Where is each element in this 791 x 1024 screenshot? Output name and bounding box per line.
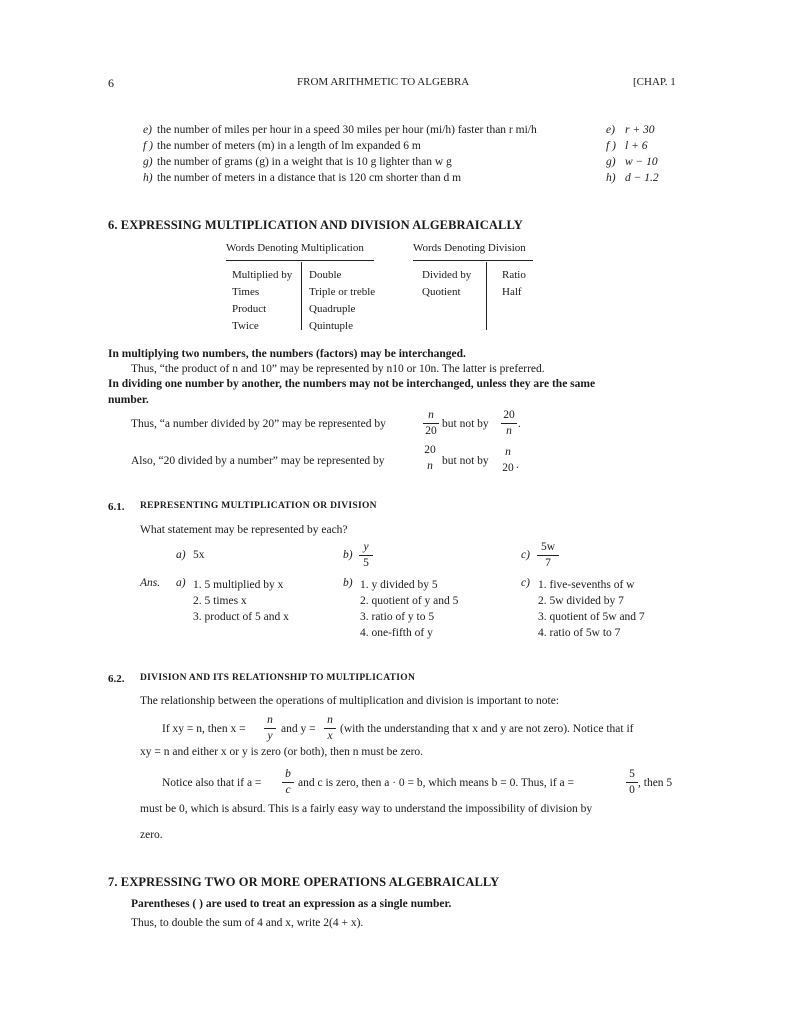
answer-label: g) xyxy=(606,156,616,168)
div-rule xyxy=(413,260,533,261)
fraction: 5 0 xyxy=(626,768,638,797)
section-7-example: Thus, to double the sum of 4 and x, write 2(4 + x). xyxy=(131,917,364,929)
rule-1-example: Thus, “the product of n and 10” may be represented by n10 or 10n. The latter is preferred. xyxy=(131,363,545,375)
example-1-mid: but not by xyxy=(442,418,489,430)
answer-c-label: c) xyxy=(521,577,530,589)
example-1-text: Thus, “a number divided by 20” may be represented by xyxy=(131,418,386,430)
answer-label: f ) xyxy=(606,140,616,152)
answer-label: h) xyxy=(606,172,616,184)
answer-a-list: 1. 5 multiplied by x 2. 5 times x 3. product of 5 and x xyxy=(193,579,289,623)
line-1a: If xy = n, then x = xyxy=(162,723,246,735)
answer: r + 30 xyxy=(625,124,655,136)
answer: l + 6 xyxy=(625,140,648,152)
line-1c: (with the understanding that x and y are not zero). Notice that if xyxy=(340,723,634,735)
line-1b: and y = xyxy=(281,723,316,735)
section-7-title: 7. EXPRESSING TWO OR MORE OPERATIONS ALGEBRAICALLY xyxy=(108,875,500,889)
answer: w − 10 xyxy=(625,156,658,168)
div-col2: Ratio Half xyxy=(502,269,526,298)
sub-6-2-number: 6.2. xyxy=(108,673,125,685)
rule-1: In multiplying two numbers, the numbers (factors) may be interchanged. xyxy=(108,348,466,360)
answer: d − 1.2 xyxy=(625,172,659,184)
rule-2-line-2: number. xyxy=(108,394,149,406)
sub-6-2-title: DIVISION AND ITS RELATIONSHIP TO MULTIPLICATION xyxy=(140,673,416,683)
example-2-mid: but not by xyxy=(442,455,489,467)
fraction: b c xyxy=(282,768,294,797)
fraction: 5w 7 xyxy=(537,541,559,570)
period: . xyxy=(518,418,521,430)
question: What statement may be represented by each? xyxy=(140,524,348,536)
answer-label: e) xyxy=(606,124,615,136)
running-title: FROM ARITHMETIC TO ALGEBRA xyxy=(297,76,470,88)
example-2-text: Also, “20 divided by a number” may be represented by xyxy=(131,455,385,467)
item-text: the number of meters in a distance that is 120 cm shorter than d m xyxy=(157,172,462,184)
fraction: n 20 xyxy=(423,409,439,438)
answer-label: Ans. xyxy=(140,577,161,589)
div-heading: Words Denoting Division xyxy=(413,242,526,254)
item-text: the number of meters (m) in a length of lm expanded 6 m xyxy=(157,140,421,152)
mult-col1: Multiplied by Times Product Twice xyxy=(232,269,293,332)
item-text: the number of miles per hour in a speed 30 miles per hour (mi/h) faster than r mi/h xyxy=(157,124,537,136)
sub-6-1-number: 6.1. xyxy=(108,501,125,513)
item-label: f ) xyxy=(143,140,153,152)
line-4: must be 0, which is absurd. This is a fairly easy way to understand the impossibility of division by xyxy=(140,803,593,815)
part-b-label: b) xyxy=(343,549,353,561)
item-label: e) xyxy=(143,124,152,136)
fraction: y 5 xyxy=(359,541,373,570)
section-7-rule: Parentheses ( ) are used to treat an expression as a single number. xyxy=(131,898,452,910)
line-3b: and c is zero, then a · 0 = b, which means b = 0. Thus, if a = xyxy=(298,777,575,789)
line-3c: , then 5 xyxy=(638,777,673,789)
rule-2-line-1: In dividing one number by another, the numbers may not be interchanged, unless they are the same xyxy=(108,378,596,390)
fraction: n 20 xyxy=(502,446,514,474)
intro: The relationship between the operations of multiplication and division is important to note: xyxy=(140,695,560,707)
answer-c-list: 1. five-sevenths of w 2. 5w divided by 7 3. quotient of 5w and 7 4. ratio of 5w to 7 xyxy=(538,579,645,639)
period: . xyxy=(516,459,519,471)
sub-6-1-title: REPRESENTING MULTIPLICATION OR DIVISION xyxy=(140,501,377,511)
line-2: xy = n and either x or y is zero (or both), then n must be zero. xyxy=(140,746,424,758)
fraction: 20 n xyxy=(501,409,517,438)
line-3a: Notice also that if a = xyxy=(162,777,262,789)
mult-divider xyxy=(301,262,302,330)
item-label: g) xyxy=(143,156,153,168)
mult-rule xyxy=(226,260,374,261)
line-5: zero. xyxy=(140,829,163,841)
mult-col2: Double Triple or treble Quadruple Quintuple xyxy=(309,269,376,332)
fraction: n x xyxy=(324,714,336,743)
part-a-label: a) xyxy=(176,549,186,561)
page-number: 6 xyxy=(108,76,114,90)
item-text: the number of grams (g) in a weight that is 10 g lighter than w g xyxy=(157,156,452,168)
part-a-expr: 5x xyxy=(193,549,205,561)
div-divider xyxy=(486,262,487,330)
mult-heading: Words Denoting Multiplication xyxy=(226,242,364,254)
fraction: n y xyxy=(264,714,276,743)
answer-b-label: b) xyxy=(343,577,353,589)
div-col1: Divided by Quotient xyxy=(422,269,472,298)
section-6-title: 6. EXPRESSING MULTIPLICATION AND DIVISION ALGEBRAICALLY xyxy=(108,218,523,232)
answer-a-label: a) xyxy=(176,577,186,589)
fraction: 20 n xyxy=(424,444,436,472)
answer-b-list: 1. y divided by 5 2. quotient of y and 5 3. ratio of y to 5 4. one-fifth of y xyxy=(360,579,459,639)
item-label: h) xyxy=(143,172,153,184)
part-c-label: c) xyxy=(521,549,530,561)
chapter-label: [CHAP. 1 xyxy=(633,76,676,88)
